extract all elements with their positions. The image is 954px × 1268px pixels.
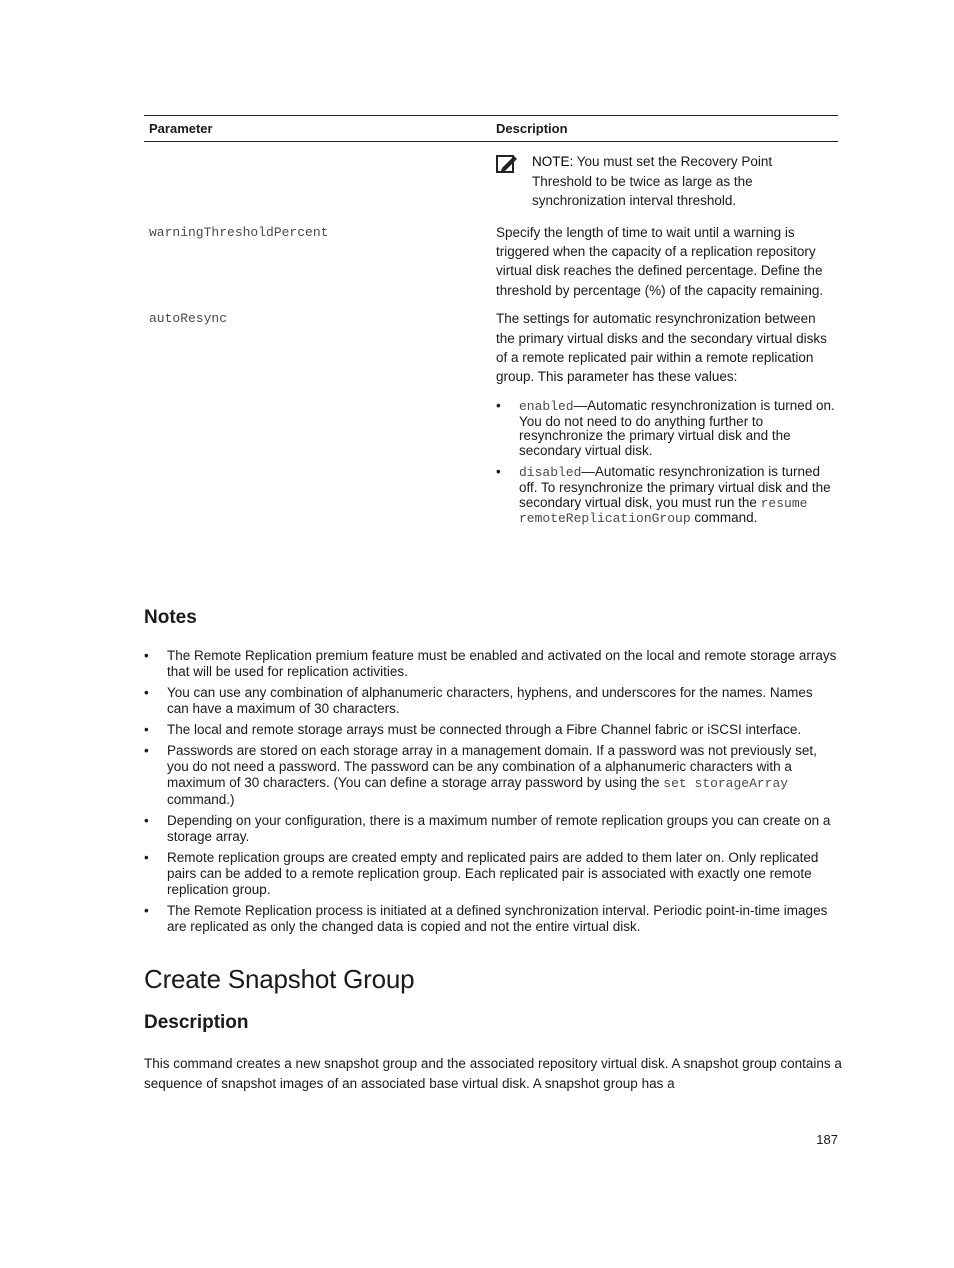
value-text: command. — [690, 510, 758, 526]
note-item-code: set storageArray — [663, 776, 789, 791]
description-text: This command creates a new snapshot group and the associated repository virtual disk. A snapshot group contains a sequence of snapshot images of an associated base virtual disk. A snapshot group has a — [144, 1056, 842, 1091]
notes-heading: Notes — [144, 607, 197, 628]
list-item: • The Remote Replication premium feature must be enabled and activated on the local and remote storage arrays that will be used for replication activities. — [144, 648, 838, 680]
list-item: • Depending on your configuration, there is a maximum number of remote replication groups you can create on a storage array. — [144, 813, 838, 845]
list-item — [496, 465, 838, 527]
param-name: autoResync — [149, 311, 228, 327]
value-code: resume remoteReplicationGroup — [519, 495, 808, 527]
section-title: Create Snapshot Group — [144, 964, 415, 994]
list-item: • The Remote Replication process is initiated at a defined synchronization interval. Periodic point-in-time images are replicated as only the changed data is copied and not the entire virtual disk. — [144, 903, 838, 935]
note-body: You must set the Recovery Point Threshold to be twice as large as the synchronization interval threshold. — [532, 154, 773, 208]
table-header — [144, 115, 838, 142]
notes-list — [144, 648, 838, 940]
list-item: • The local and remote storage arrays must be connected through a Fibre Channel fabric or iSCSI interface. — [144, 722, 838, 738]
table-row — [144, 223, 838, 301]
description-heading: Description — [144, 1012, 249, 1033]
note-label: NOTE: — [532, 154, 574, 169]
param-name: warningThresholdPercent — [149, 224, 329, 240]
parameter-table — [144, 115, 838, 533]
param-description: The settings for automatic resynchronization between the primary virtual disks and the secondary virtual disks of a remote replicated pair within a remote replication group. This parameter has these values: — [496, 311, 827, 385]
note-item-text: Passwords are stored on each storage array in a management domain. If a password was not previously set, you do not need a password. The password can be any combination of a alphanumeric characters with a maximum of 30 characters. (You can define a storage array password by using the — [167, 743, 817, 790]
list-item: • Remote replication groups are created empty and replicated pairs are added to them later on. Only replicated pairs can be added to a remote replication group. Each replicated pair is associated with exactly one remote replication group. — [144, 850, 838, 898]
value-code: enabled — [519, 398, 574, 414]
value-code: disabled — [519, 464, 582, 480]
note-pencil-icon — [496, 153, 518, 175]
list-item — [144, 743, 838, 808]
value-list — [496, 399, 838, 527]
param-description: Specify the length of time to wait until a warning is triggered when the capacity of a replication repository virtual disk reaches the defined percentage. Define the threshold by percentage (%) of the capacity remaining. — [496, 224, 824, 298]
page-number: 187 — [816, 1132, 838, 1147]
note-text — [532, 152, 832, 211]
header-parameter: Parameter — [149, 121, 213, 136]
table-row — [144, 309, 838, 533]
note-callout — [496, 152, 838, 211]
value-text: —Automatic resynchronization is turned on. You do not need to do anything further to resynchronize the primary virtual disk and the secondary virtual disk. — [519, 397, 835, 459]
list-item: • You can use any combination of alphanumeric characters, hyphens, and underscores for the names. Names can have a maximum of 30 characters. — [144, 685, 838, 717]
note-item-text: command.) — [167, 792, 235, 807]
value-text: —Automatic resynchronization is turned off. To resynchronize the primary virtual disk and the secondary virtual disk, you must run the — [519, 463, 831, 510]
table-row-note — [144, 142, 838, 211]
header-description: Description — [496, 121, 568, 136]
list-item — [496, 399, 838, 459]
